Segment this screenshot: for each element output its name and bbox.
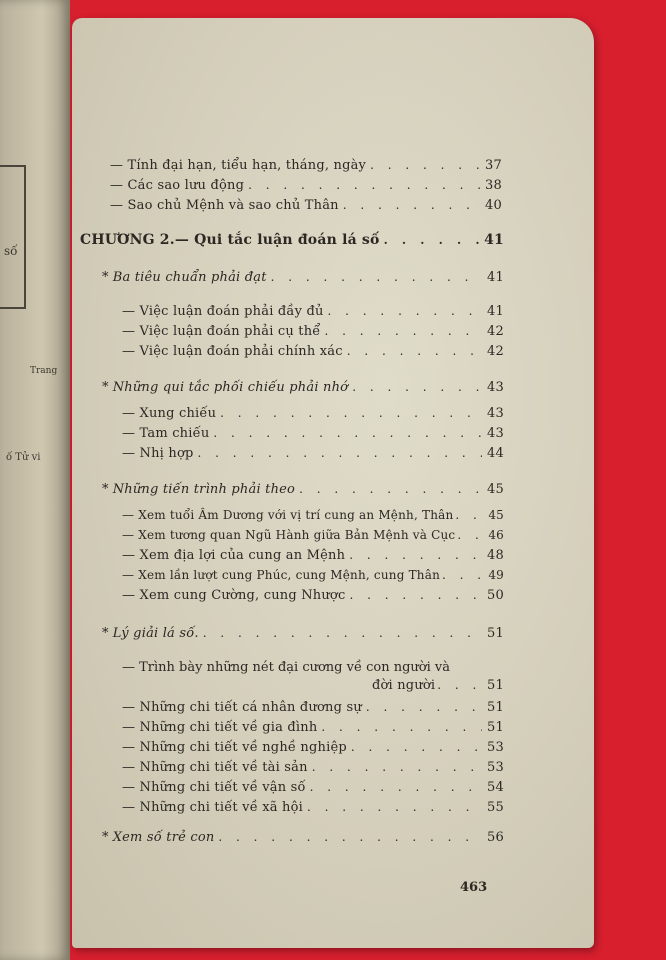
toc-label: — Những chi tiết về nghề nghiệp <box>122 740 347 755</box>
toc-page: 49 <box>488 568 504 582</box>
toc-page: 41 <box>487 304 504 319</box>
toc-entry <box>122 304 504 319</box>
table-of-contents <box>72 18 594 948</box>
toc-page: 38 <box>485 178 502 193</box>
toc-label: — Xung chiếu <box>122 406 217 421</box>
left-page-box <box>0 165 26 309</box>
toc-entry <box>122 528 504 542</box>
toc-entry <box>122 700 504 715</box>
toc-section-entry <box>102 626 504 641</box>
toc-page: 51 <box>487 678 504 693</box>
toc-section-label: Xem số trẻ con <box>112 830 215 845</box>
toc-page: 45 <box>487 482 504 497</box>
toc-section-entry <box>102 830 504 845</box>
asterisk-icon: * <box>102 830 109 845</box>
toc-entry <box>110 158 502 173</box>
toc-entry <box>122 324 504 339</box>
toc-entry <box>122 508 504 522</box>
toc-page: 48 <box>487 548 504 563</box>
toc-page: 50 <box>487 588 504 603</box>
toc-page: 54 <box>487 780 504 795</box>
toc-page: 43 <box>487 380 504 395</box>
toc-label: — Tính đại hạn, tiểu hạn, tháng, ngày <box>110 158 367 173</box>
toc-entry <box>122 426 504 441</box>
toc-label-continuation: đời người <box>372 678 436 693</box>
toc-page: 46 <box>488 528 504 542</box>
toc-label: — Xem địa lợi của cung an Mệnh <box>122 548 346 563</box>
toc-entry <box>122 344 504 359</box>
toc-label: — Những chi tiết về xã hội <box>122 800 304 815</box>
toc-page: 55 <box>487 800 504 815</box>
toc-page: 56 <box>487 830 504 845</box>
toc-label: — Các sao lưu động <box>110 178 245 193</box>
toc-entry <box>122 720 504 735</box>
toc-label: — Xem tương quan Ngũ Hành giữa Bản Mệnh và Cục <box>122 528 456 542</box>
toc-label: — Những chi tiết cá nhân đương sự <box>122 700 362 715</box>
toc-page: 43 <box>487 426 504 441</box>
toc-page: 37 <box>485 158 502 173</box>
toc-label: — Trình bày những nét đại cương về con người và <box>122 660 451 675</box>
toc-page: 51 <box>487 626 504 641</box>
toc-section-label: Những qui tắc phối chiếu phải nhớ <box>112 380 349 395</box>
toc-page: 45 <box>488 508 504 522</box>
left-fragment: Trang <box>30 366 58 376</box>
toc-entry <box>110 178 502 193</box>
toc-page: 41 <box>484 232 504 248</box>
toc-entry <box>122 568 504 582</box>
toc-entry <box>122 406 504 421</box>
toc-section-entry <box>102 270 504 285</box>
toc-label: — Việc luận đoán phải chính xác <box>122 344 343 359</box>
toc-page: 51 <box>487 700 504 715</box>
toc-page: 53 <box>487 760 504 775</box>
toc-page: 43 <box>487 406 504 421</box>
toc-section-label: Lý giải lá số. <box>112 626 199 641</box>
toc-page: 42 <box>487 324 504 339</box>
toc-page: 40 <box>485 198 502 213</box>
toc-label: — Những chi tiết về tài sản <box>122 760 308 775</box>
toc-chapter-entry <box>80 232 504 248</box>
toc-section-entry <box>102 482 504 497</box>
left-fragment: ố Tử vi <box>6 452 41 463</box>
asterisk-icon: * <box>102 482 109 497</box>
toc-page: 41 <box>487 270 504 285</box>
toc-entry <box>110 198 502 213</box>
toc-label: — Việc luận đoán phải cụ thể <box>122 324 321 339</box>
asterisk-icon: * <box>102 626 109 641</box>
toc-label: — Tam chiếu <box>122 426 210 441</box>
page-number: 463 <box>460 880 488 895</box>
toc-entry <box>122 446 504 461</box>
left-fragment: số <box>4 244 18 258</box>
toc-page: 53 <box>487 740 504 755</box>
toc-label: — Xem tuổi Âm Dương với vị trí cung an Mệnh, Thân <box>122 508 454 522</box>
toc-entry <box>122 780 504 795</box>
asterisk-icon: * <box>102 380 109 395</box>
asterisk-icon: * <box>102 270 109 285</box>
toc-entry <box>122 760 504 775</box>
toc-entry <box>122 548 504 563</box>
toc-entry <box>372 678 504 693</box>
toc-label: — Những chi tiết về vận số <box>122 780 306 795</box>
toc-page: 51 <box>487 720 504 735</box>
toc-section-label: Ba tiêu chuẩn phải đạt <box>112 270 267 285</box>
toc-label: — Xem cung Cường, cung Nhược <box>122 588 346 603</box>
toc-label: — Việc luận đoán phải đầy đủ <box>122 304 324 319</box>
toc-page: 44 <box>487 446 504 461</box>
toc-chapter-label: CHƯƠNG 2.— Qui tắc luận đoán lá số <box>80 232 380 248</box>
toc-label: — Xem lần lượt cung Phúc, cung Mệnh, cung Thân <box>122 568 441 582</box>
left-page-edge <box>0 0 70 960</box>
toc-entry <box>122 740 504 755</box>
toc-entry <box>122 800 504 815</box>
toc-label: — Nhị hợp <box>122 446 194 461</box>
toc-label: — Những chi tiết về gia đình <box>122 720 318 735</box>
toc-page: 42 <box>487 344 504 359</box>
book-page <box>72 18 594 948</box>
toc-label: — Sao chủ Mệnh và sao chủ Thân <box>110 198 339 213</box>
toc-section-entry <box>102 380 504 395</box>
toc-entry <box>122 588 504 603</box>
toc-section-label: Những tiến trình phải theo <box>112 482 296 497</box>
